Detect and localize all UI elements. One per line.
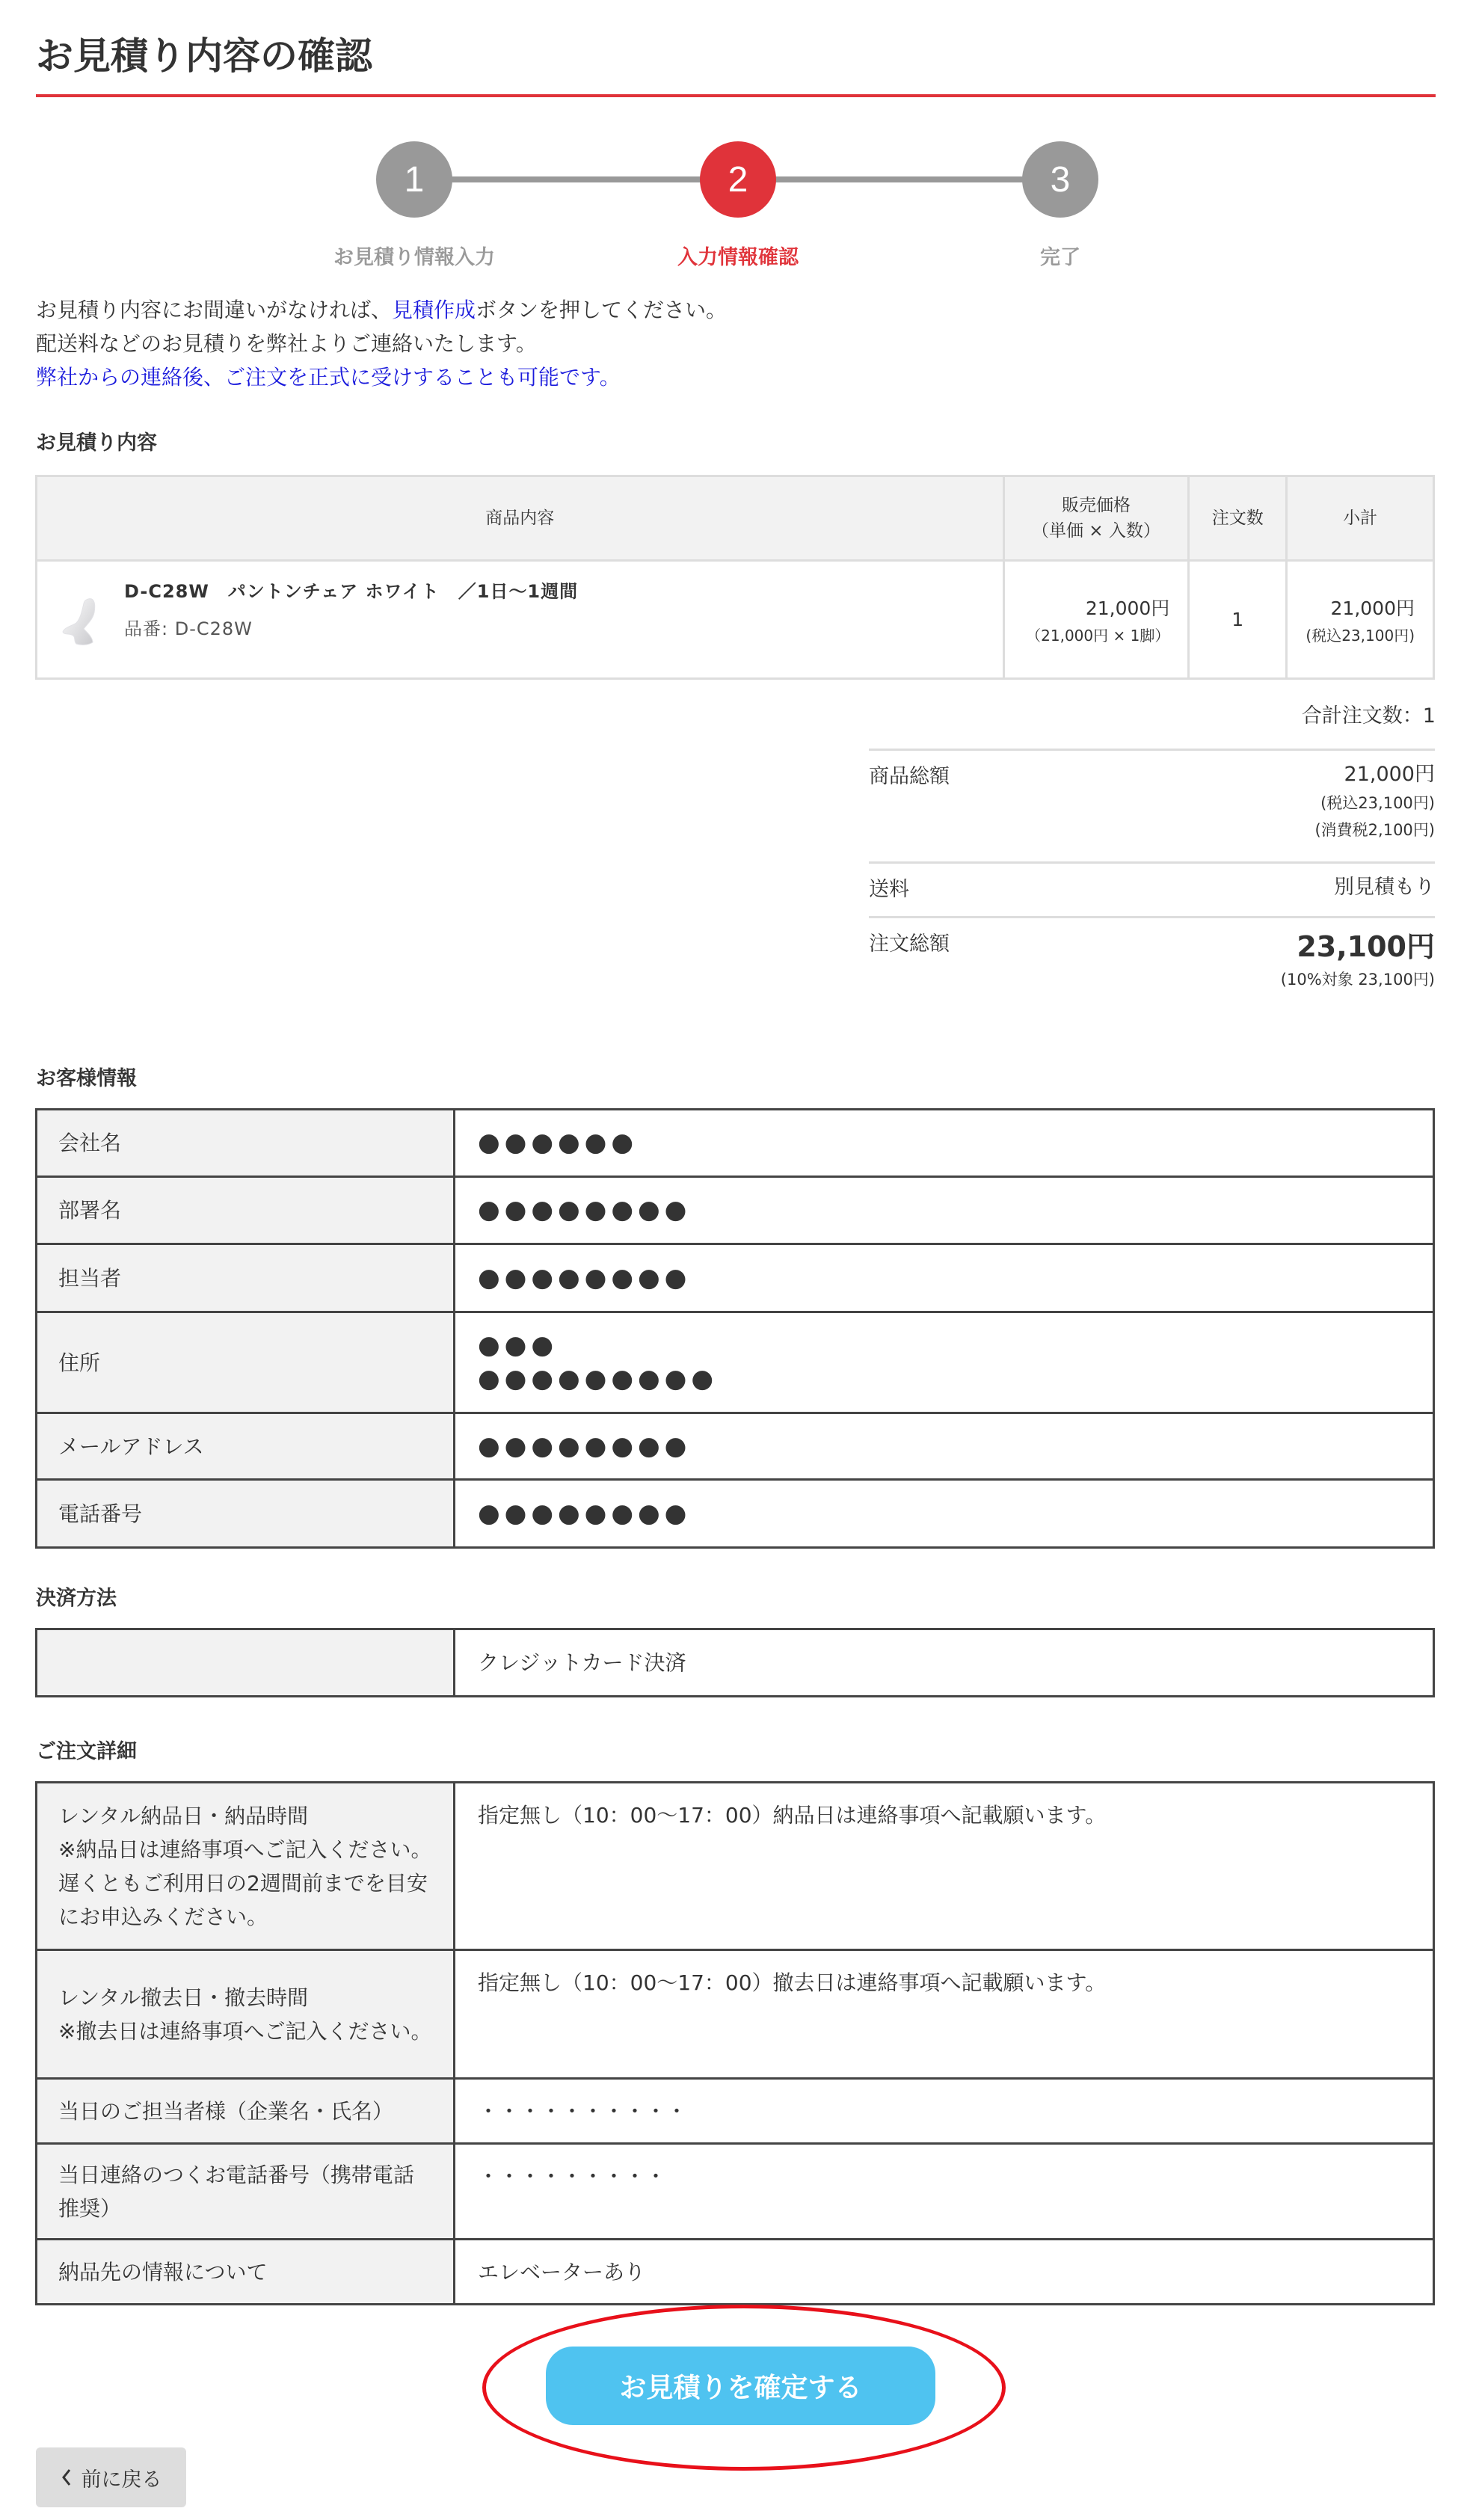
pickup-date-label [37,1950,455,2079]
table-row [37,1312,1434,1413]
table-row [37,1629,1434,1697]
shipping-value: 別見積もり [1334,876,1435,899]
pickup-date-value: 指定無し（10：00～17：00）撤去日は連絡事項へ記載願います。 [455,1950,1434,2079]
table-row [37,2079,1434,2144]
table-row [37,2240,1434,2305]
col-qty: 注文数 [1189,476,1287,561]
contact-person-value: ●●●●●●●● [455,1244,1434,1312]
quote-table-header [37,476,1434,561]
pickup-date-label-title: レンタル撤去日・撤去時間 [58,1985,309,2010]
phone-label: 電話番号 [37,1480,455,1548]
department-value: ●●●●●●●● [455,1177,1434,1244]
page-title: お見積り内容の確認 [36,34,372,78]
title-divider [36,94,1436,97]
step-1-circle: 1 [376,141,452,218]
order-total-note: (10%対象 23,100円) [1280,971,1435,989]
company-label: 会社名 [37,1110,455,1177]
col-price [1003,476,1189,561]
product-cell [37,561,1004,679]
order-details-heading: ご注文詳細 [36,1740,137,1763]
payment-label [37,1629,455,1697]
email-label: メールアドレス [37,1413,455,1480]
table-row [37,1413,1434,1480]
quote-heading: お見積り内容 [36,431,157,455]
intro-line-2: 配送料などのお見積りを弊社よりご連絡いたします。 [36,331,537,356]
delivery-date-label-note: ※納品日は連絡事項へご記入ください。 遅くともご利用日の2週間前までを目安にお申込みください。 [58,1837,485,1929]
delivery-date-value: 指定無し（10：00～17：00）納品日は連絡事項へ記載願います。 [455,1783,1434,1950]
table-row [37,1480,1434,1548]
intro-line-1-suffix: ボタンを押してください。 [476,298,728,322]
address-value [455,1312,1434,1413]
onsite-phone-label: 当日連絡のつくお電話番号（携帯電話推奨） [37,2144,455,2240]
table-row [37,561,1434,679]
goods-total-incl-tax: (税込23,100円) [1320,794,1435,812]
payment-heading: 決済方法 [36,1587,117,1610]
product-name: D-C28W パントンチェア ホワイト ／1日～1週間 [124,581,579,602]
col-price-line2: （単価 × 入数） [1031,521,1160,541]
shipping-label: 送料 [869,878,909,901]
chair-thumbnail-icon [58,593,103,653]
phone-value: ●●●●●●●● [455,1480,1434,1548]
pickup-date-label-note: ※撤去日は連絡事項へご記入ください。 [58,2018,432,2044]
step-connector-2-3 [738,176,1060,182]
order-total-label: 注文総額 [869,932,950,956]
address-line-1: ●●● [478,1330,559,1360]
onsite-contact-label: 当日のご担当者様（企業名・氏名） [37,2079,455,2144]
create-quote-link-text: 見積作成 [392,298,476,322]
unit-price-detail: （21,000円 × 1脚） [1026,627,1170,645]
customer-heading: お客様情報 [36,1067,137,1090]
intro-line-1-text: お見積り内容にお間違いがなければ、 [36,298,393,322]
order-total-row [869,916,1435,998]
delivery-site-info-label: 納品先の情報について [37,2240,455,2305]
table-row [37,1110,1434,1177]
col-subtotal: 小計 [1287,476,1434,561]
shipping-row [869,861,1435,916]
price-cell [1003,561,1189,679]
intro-line-3: 弊社からの連絡後、ご注文を正式に受けすることも可能です。 [36,365,621,390]
step-3-label: 完了 [1040,246,1080,269]
intro-text [36,293,727,394]
address-line-2: ●●●●●●●●● [478,1364,719,1394]
order-details-table [35,1781,1435,2305]
address-label: 住所 [37,1312,455,1413]
goods-total-label: 商品総額 [869,765,950,788]
subtotal-cell [1287,561,1434,679]
payment-method-value: クレジットカード決済 [455,1629,1434,1697]
goods-tax: (消費税2,100円) [1314,821,1435,839]
total-order-count: 合計注文数：1 [1301,704,1436,728]
step-2-label: 入力情報確認 [677,246,799,269]
quote-table [35,475,1435,680]
col-price-line1: 販売価格 [1061,496,1131,515]
back-button-label: 前に戻る [81,2468,162,2492]
goods-total-row [869,749,1435,861]
goods-total-value: 21,000円 [1344,763,1435,786]
product-code: 品番: D-C28W [124,618,253,639]
department-label: 部署名 [37,1177,455,1244]
delivery-date-label [37,1783,485,1950]
table-row [37,1783,1434,1950]
payment-table [35,1628,1435,1697]
table-row [37,2144,1434,2240]
step-connector-1-2 [414,176,738,182]
step-1-label: お見積り情報入力 [333,246,495,269]
step-2-circle: 2 [700,141,776,218]
price-summary [869,749,1435,998]
step-3-circle: 3 [1022,141,1098,218]
back-button[interactable] [36,2447,186,2507]
onsite-contact-value: ・・・・・・・・・・ [455,2079,1434,2144]
customer-table [35,1108,1435,1549]
email-value: ●●●●●●●● [455,1413,1434,1480]
table-row [37,1950,1434,2079]
unit-price: 21,000円 [1085,597,1170,619]
subtotal-tax: (税込23,100円) [1306,627,1415,645]
delivery-site-info-value: エレベーターあり [455,2240,1434,2305]
contact-person-label: 担当者 [37,1244,455,1312]
qty-cell: 1 [1189,561,1287,679]
intro-line-1 [36,293,727,327]
onsite-phone-value: ・・・・・・・・・ [455,2144,1434,2240]
order-total-value: 23,100円 [1297,930,1435,963]
table-row [37,1177,1434,1244]
company-value: ●●●●●● [455,1110,1434,1177]
col-product: 商品内容 [37,476,1004,561]
chevron-left-icon [61,2468,73,2487]
confirm-quote-button[interactable]: お見積りを確定する [546,2347,935,2425]
table-row [37,1244,1434,1312]
subtotal-value: 21,000円 [1330,597,1415,619]
delivery-date-label-title: レンタル納品日・納品時間 [58,1803,309,1828]
